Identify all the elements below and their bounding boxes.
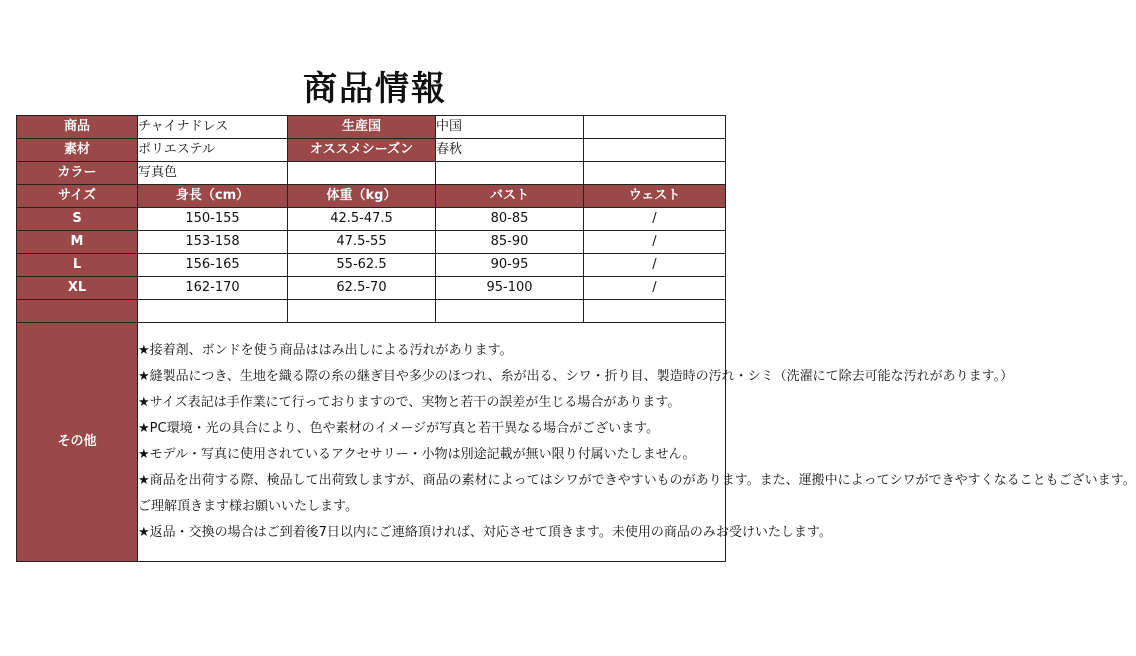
bust-value: 90-95	[436, 254, 584, 277]
size-header: サイズ	[17, 185, 138, 208]
page-title: 商品情報	[303, 69, 447, 109]
height-value: 153-158	[138, 231, 288, 254]
color-label: カラー	[17, 162, 138, 185]
weight-value: 55-62.5	[288, 254, 436, 277]
weight-header: 体重（kg）	[288, 185, 436, 208]
size-row	[17, 277, 726, 300]
bust-header: バスト	[436, 185, 584, 208]
waist-value: /	[584, 254, 726, 277]
empty-cell	[584, 162, 726, 185]
height-value: 156-165	[138, 254, 288, 277]
size-name: M	[17, 231, 138, 254]
height-header: 身長（cm）	[138, 185, 288, 208]
note-item: ★接着剤、ボンドを使う商品ははみ出しによる汚れがあります。	[138, 343, 513, 358]
empty-cell	[288, 162, 436, 185]
origin-value: 中国	[436, 116, 584, 139]
size-row	[17, 254, 726, 277]
notes-label: その他	[17, 323, 138, 562]
note-item: ★サイズ表記は手作業にて行っておりますので、実物と若干の誤差が生じる場合があります。	[138, 395, 681, 410]
material-row	[17, 139, 726, 162]
size-header-row	[17, 185, 726, 208]
waist-value: /	[584, 208, 726, 231]
season-label: オススメシーズン	[288, 139, 436, 162]
waist-value: /	[584, 231, 726, 254]
waist-header: ウェスト	[584, 185, 726, 208]
empty-cell	[436, 162, 584, 185]
note-item: ★商品を出荷する際、検品して出荷致しますが、商品の素材によってはシワができやすいものがあります。また、運搬中によってシワができやすくなることもございます。	[138, 473, 1136, 488]
height-value: 150-155	[138, 208, 288, 231]
color-value: 写真色	[138, 162, 288, 185]
origin-label: 生産国	[288, 116, 436, 139]
blank-row	[17, 300, 726, 323]
empty-cell	[138, 300, 288, 323]
bust-value: 95-100	[436, 277, 584, 300]
size-name: S	[17, 208, 138, 231]
empty-cell	[584, 300, 726, 323]
empty-cell	[584, 116, 726, 139]
weight-value: 47.5-55	[288, 231, 436, 254]
weight-value: 62.5-70	[288, 277, 436, 300]
size-row	[17, 208, 726, 231]
waist-value: /	[584, 277, 726, 300]
empty-cell	[288, 300, 436, 323]
product-info-table	[16, 115, 1136, 562]
season-value: 春秋	[436, 139, 584, 162]
material-value: ポリエステル	[138, 139, 288, 162]
color-row	[17, 162, 726, 185]
notes-row	[17, 323, 726, 562]
weight-value: 42.5-47.5	[288, 208, 436, 231]
product-label: 商品	[17, 116, 138, 139]
empty-cell	[436, 300, 584, 323]
bust-value: 85-90	[436, 231, 584, 254]
note-item: ★PC環境・光の具合により、色や素材のイメージが写真と若干異なる場合がございます。	[138, 421, 660, 436]
size-row	[17, 231, 726, 254]
product-value: チャイナドレス	[138, 116, 288, 139]
height-value: 162-170	[138, 277, 288, 300]
product-row	[17, 116, 726, 139]
note-item: ★モデル・写真に使用されているアクセサリー・小物は別途記載が無い限り付属いたしません。	[138, 447, 696, 462]
bust-value: 80-85	[436, 208, 584, 231]
note-item: ★縫製品につき、生地を織る際の糸の継ぎ目や多少のほつれ、糸が出る、シワ・折り目、製造時の汚れ・シミ（洗濯にて除去可能な汚れがあります。）	[138, 369, 1014, 384]
note-item: ご理解頂きます様お願いいたします。	[138, 499, 358, 514]
blank-label	[17, 300, 138, 323]
notes-content	[138, 323, 1136, 562]
empty-cell	[584, 139, 726, 162]
note-item: ★返品・交換の場合はご到着後7日以内にご連絡頂ければ、対応させて頂きます。未使用の商品のみお受けいたします。	[138, 525, 832, 540]
size-name: L	[17, 254, 138, 277]
size-name: XL	[17, 277, 138, 300]
material-label: 素材	[17, 139, 138, 162]
